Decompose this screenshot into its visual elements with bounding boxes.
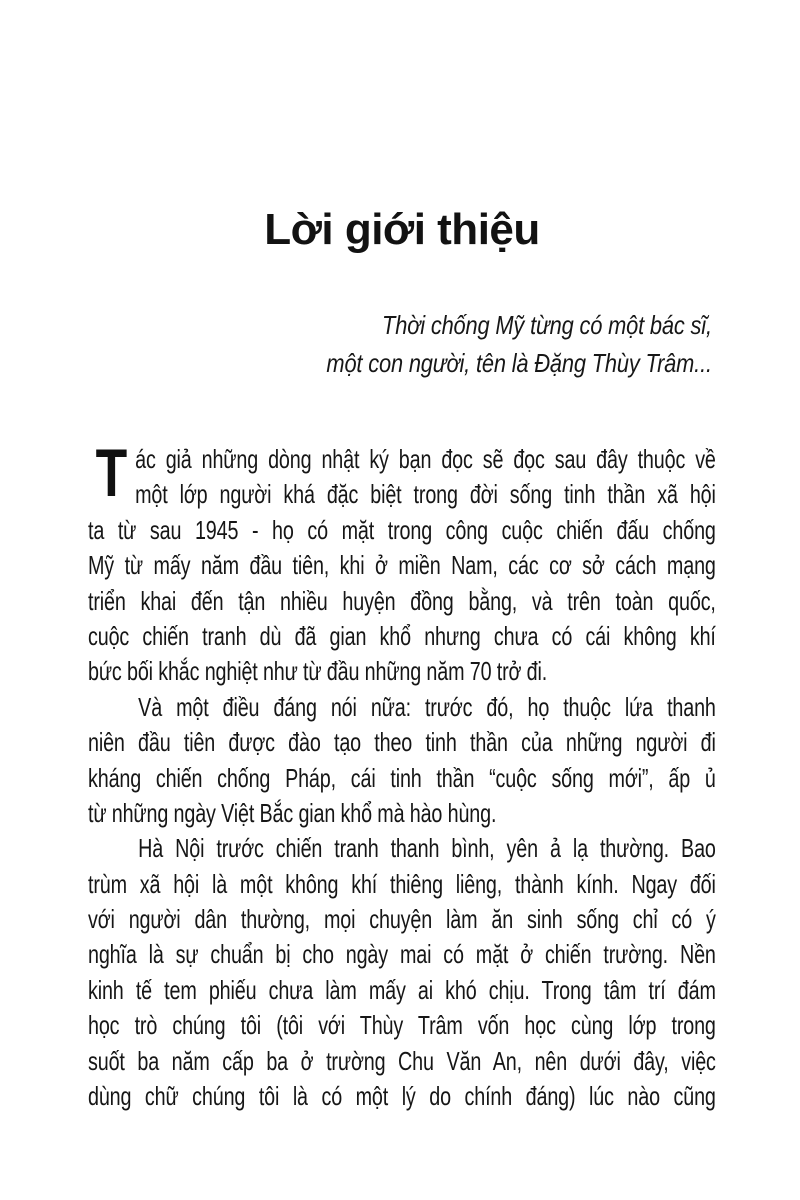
- chapter-title: Lời giới thiệu: [264, 205, 540, 254]
- body-text: [88, 435, 716, 1114]
- body-line: nghĩa là sự chuẩn bị cho ngày mai có mặt ở chiến trường. Nền: [88, 939, 716, 970]
- body-line: Và một điều đáng nói nữa: trước đó, họ thuộc lứa thanh: [138, 691, 716, 722]
- body-text-inner: [88, 435, 716, 1114]
- body-line: ta từ sau 1945 - họ có mặt trong công cuộc chiến đấu chống: [88, 514, 716, 545]
- body-line: dùng chữ chúng tôi là có một lý do chính đáng) lúc nào cũng: [88, 1081, 716, 1112]
- body-line: Hà Nội trước chiến tranh thanh bình, yên ả lạ thường. Bao: [138, 833, 716, 864]
- body-line: từ những ngày Việt Bắc gian khổ mà hào hùng.: [88, 797, 497, 828]
- body-line: với người dân thường, mọi chuyện làm ăn sinh sống chỉ có ý: [88, 904, 716, 935]
- body-line: một lớp người khá đặc biệt trong đời sống tinh thần xã hội: [135, 479, 716, 510]
- body-line: Mỹ từ mấy năm đầu tiên, khi ở miền Nam, các cơ sở cách mạng: [88, 550, 716, 581]
- epigraph-line-1: Thời chống Mỹ từng có một bác sĩ,: [382, 310, 712, 340]
- body-line: ác giả những dòng nhật ký bạn đọc sẽ đọc sau đây thuộc về: [135, 444, 716, 474]
- epigraph: [327, 306, 712, 382]
- body-line: niên đầu tiên được đào tạo theo tinh thần của những người đi: [88, 727, 716, 758]
- body-line: suốt ba năm cấp ba ở trường Chu Văn An, nên dưới đây, việc: [88, 1045, 716, 1076]
- body-line: trùm xã hội là một không khí thiêng liêng, thành kính. Ngay đối: [88, 868, 716, 899]
- body-line: bức bối khắc nghiệt như từ đầu những năm 70 trở đi.: [88, 656, 548, 687]
- body-line: học trò chúng tôi (tôi với Thùy Trâm vốn học cùng lớp trong: [88, 1010, 716, 1041]
- body-line: cuộc chiến tranh dù đã gian khổ nhưng chưa có cái không khí: [88, 620, 716, 651]
- body-line: triển khai đến tận nhiều huyện đồng bằng, và trên toàn quốc,: [88, 585, 716, 616]
- body-line: kháng chiến chống Pháp, cái tinh thần “cuộc sống mới”, ấp ủ: [88, 762, 716, 793]
- drop-cap: T: [95, 435, 128, 511]
- body-line: kinh tế tem phiếu chưa làm mấy ai khó chịu. Trong tâm trí đám: [88, 974, 716, 1005]
- epigraph-line-2: một con người, tên là Đặng Thùy Trâm...: [326, 348, 712, 378]
